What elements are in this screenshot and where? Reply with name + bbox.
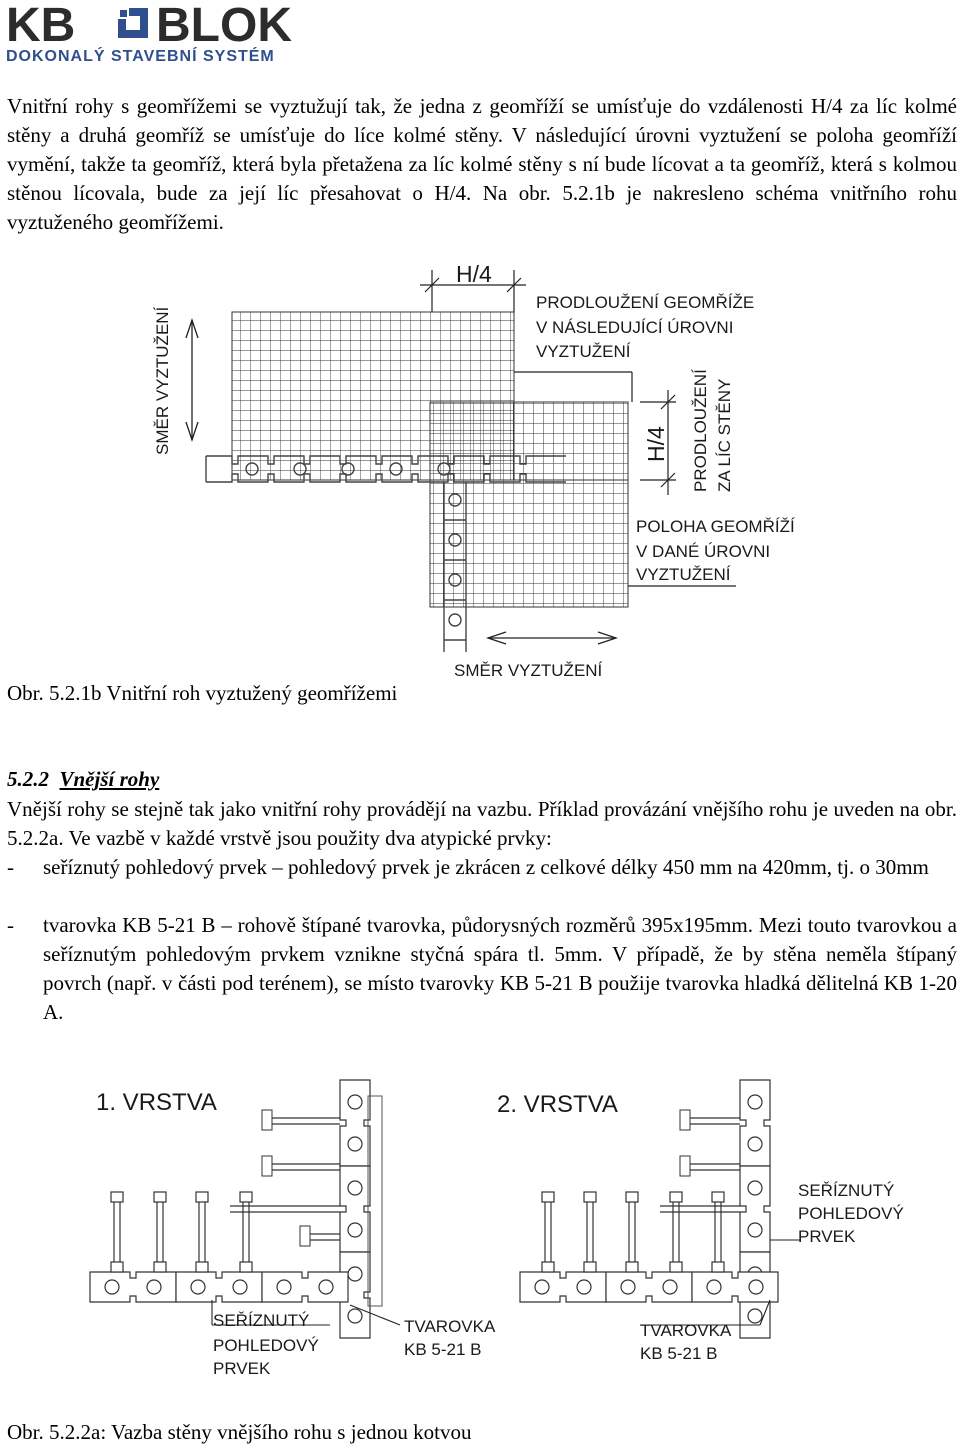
figure2-caption: Obr. 5.2.2a: Vazba stěny vnějšího rohu s jednou kotvou [7, 1420, 472, 1444]
logo-square-icon [118, 8, 148, 38]
label-layer-1: 1. VRSTVA [96, 1089, 217, 1116]
label-extension-face-1: PRODLOUŽENÍ [691, 369, 710, 492]
label-position-3: VYZTUŽENÍ [636, 565, 731, 584]
section-heading [7, 767, 159, 792]
figure-outer-corner [0, 1070, 960, 1410]
layer2-horizontal-wall [520, 1272, 778, 1302]
figure1-caption: Obr. 5.2.1b Vnitřní roh vyztužený geomřížemi [7, 681, 398, 705]
layer2-anchors [542, 1110, 740, 1272]
arrow-direction-vertical [186, 320, 198, 440]
label-block-mid-2: KB 5-21 B [404, 1340, 482, 1359]
label-cut-element-right-3: PRVEK [798, 1227, 856, 1246]
arrow-direction-horizontal [488, 632, 616, 644]
label-direction-vertical: SMĚR VYZTUŽENÍ [153, 306, 172, 455]
label-cut-element-left-1: SEŘÍZNUTÝ [213, 1311, 310, 1330]
label-position-2: V DANÉ ÚROVNI [636, 542, 771, 561]
label-h4-side: H/4 [643, 426, 669, 462]
bullet-dash: - [7, 855, 14, 879]
logo-word-blok: BLOK [156, 0, 292, 52]
section-title: Vnější rohy [59, 767, 160, 791]
kb-blok-logo [6, 2, 306, 68]
label-direction-horizontal: SMĚR VYZTUŽENÍ [454, 661, 603, 680]
label-extension-face-2: ZA LÍC STĚNY [715, 378, 734, 492]
layer1-horizontal-wall [90, 1272, 348, 1302]
section-paragraph: Vnější rohy se stejně tak jako vnitřní rohy provádějí na vazbu. Příklad provázání vnějšího rohu je uveden na obr. 5.2.2a. Ve vazbě v každé vrstvě jsou použity dva atypické prvky: [7, 797, 957, 850]
bullet-text: tvarovka KB 5-21 B – rohově štípané tvarovka, půdorysných rozměrů 395x195mm. Mezi touto tvarovkou a seříznutým pohledovým prvkem vznikne styčná spára tl. 5mm. V případě, že by stěna neměla štípaný povrch (např. v části pod terénem), se místo tvarovky KB 5-21 B použije tvarovka hladká dělitelná KB 1-20 A. [43, 913, 957, 1024]
figure-inner-corner [0, 250, 960, 680]
logo-tagline: DOKONALÝ STAVEBNÍ SYSTÉM [6, 48, 275, 65]
logo-word-kb: KB [6, 0, 76, 52]
label-position-1: POLOHA GEOMŘÍŽÍ [636, 517, 795, 536]
label-block-right-2: KB 5-21 B [640, 1344, 718, 1363]
label-extension-next-2: V NÁSLEDUJÍCÍ ÚROVNI [536, 318, 734, 337]
bullet-item [7, 853, 957, 911]
label-block-right-1: TVAROVKA [640, 1321, 732, 1340]
label-cut-element-left-2: POHLEDOVÝ [213, 1336, 319, 1355]
bullet-item [7, 911, 957, 1027]
label-extension-next-1: PRODLOUŽENÍ GEOMŘÍŽE [536, 293, 755, 312]
bullet-dash: - [7, 913, 14, 937]
label-block-mid-1: TVAROVKA [404, 1317, 496, 1336]
bullet-text: seříznutý pohledový prvek – pohledový prvek je zkrácen z celkové délky 450 mm na 420mm, tj. o 30mm [43, 855, 929, 879]
label-cut-element-left-3: PRVEK [213, 1359, 271, 1378]
label-cut-element-right-2: POHLEDOVÝ [798, 1204, 904, 1223]
section-number: 5.2.2 [7, 767, 49, 791]
label-h4-top: H/4 [456, 261, 492, 287]
label-cut-element-right-1: SEŘÍZNUTÝ [798, 1181, 895, 1200]
label-extension-next-3: VYZTUŽENÍ [536, 342, 631, 361]
label-layer-2: 2. VRSTVA [497, 1091, 618, 1118]
layer1-anchors [111, 1110, 340, 1272]
intro-paragraph: Vnitřní rohy s geomřížemi se vyztužují tak, že jedna z geomříží se umísťuje do vzdálenosti H/4 za líc kolmé stěny a druhá geomříž se umísťuje do líce kolmé stěny. V následující úrovni vyztužení se poloha geomříží vymění, takže ta geomříž, která byla přetažena za líc kolmé stěny s ní bude lícovat a ta geomříž, která s kolmou stěnou lícovala, bude za její líc přesahovat o H/4. Na obr. 5.2.1b je nakresleno schéma vnitřního rohu vyztuženého geomřížemi. [7, 94, 957, 234]
